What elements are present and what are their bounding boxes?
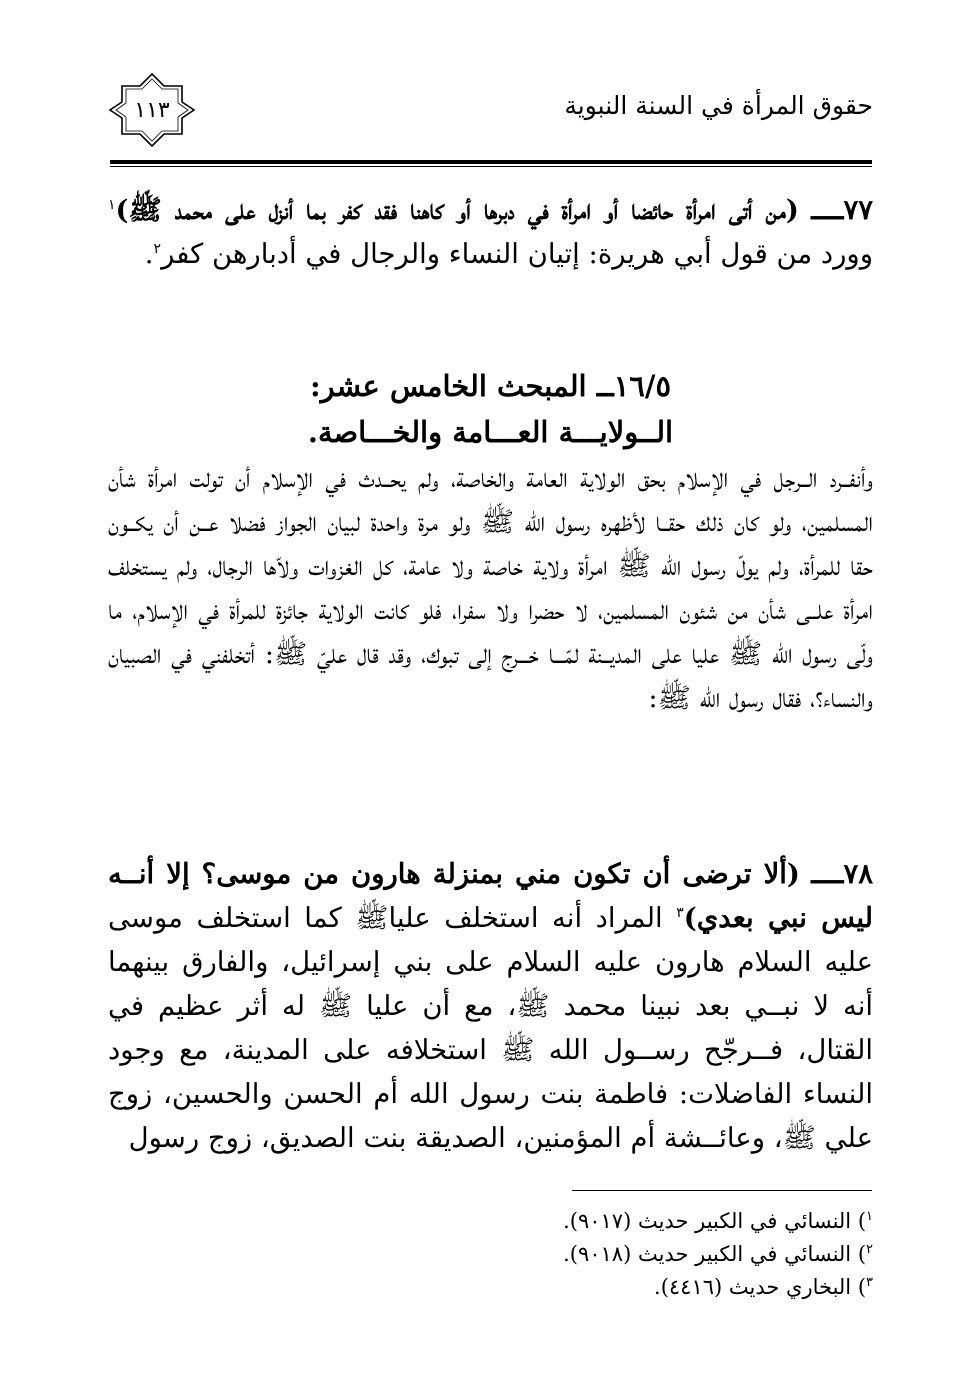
footnotes-list [108, 1205, 873, 1304]
running-title: حقوق المرأة في السنة النبوية [564, 91, 873, 120]
footnote-item [108, 1205, 873, 1238]
hadith-77-end: . [144, 238, 154, 270]
page-number-badge [108, 72, 196, 148]
hadith-78-quote: (ألا ترضى أن تكون مني بمنزلة هارون من موسى؟ إلا أنــه ليس نبي بعدي) [108, 858, 873, 934]
footnote-divider [572, 1190, 872, 1191]
header-divider [110, 160, 872, 167]
footnote-text: ) النسائي في الكبير حديث (٩٠١٨). [563, 1242, 867, 1266]
hadith-78-text: المراد أنه استخلف علياﷺ كما استخلف موسى عليه السلام هارون عليه السلام على بني إسرائيل، والفارق بينهما أنه لا نبــي بعد نبينا محمد ﷺ، مع أن عليا ﷺ له أثر عظيم في القتال، فــرجّح رســول الله ﷺ استخلافه على المدينة، مع وجود النساء الفاضلات: فاطمة بنت رسول الله أم الحسن والحسين، زوج علي ﷺ، وعائــشة أم المؤمنين، الصديقة بنت الصديق، زوج رسول [108, 902, 873, 1154]
footnote-item [108, 1271, 873, 1304]
section-heading-title: الــولايـــة العـــامة والخـــاصة. [307, 415, 674, 449]
hadith-77-paragraph [108, 188, 873, 276]
section-heading-number: ١٦/٥ــ المبحث الخامس عشر: [309, 369, 672, 403]
footnote-ref-3[interactable]: ٣ [676, 904, 684, 921]
footnote-mark: ٣ [866, 1275, 873, 1290]
hadith-77-number: ٧٧ــــ [811, 194, 873, 226]
main-paragraph: وأنفــرد الــرجل في الإسلام بحق الولاية العامة والخاصة، ولم يحــدث في الإسلام أن تولت امرأة شأن المسلمين، ولو كان ذلك حقــا لأظهره رسول الله ﷺ ولو مرة واحدة لبيان الجواز فضلا عــن أن يكــون حقا للمرأة، ولم يولّ رسول الله ﷺ امرأة ولاية خاصة ولا عامة، كل الغزوات ولاّها الرجال، ولم يستخلف امرأة علــى شأن من شئون المسلمين، لا حضرا ولا سفرا، فلو كانت الولاية جائزة للمرأة في الإسلام، ما ولّى رسول الله ﷺ عليا على المديــنة لمّـــا خـــرج إلى تبوك، وقد قال عليّ ﷺ: أتخلفني في الصبيان والنساء؟، فقال رسول الله ﷺ: [108, 462, 873, 714]
footnote-ref-2[interactable]: ٢ [153, 240, 162, 257]
footnote-text: ) النسائي في الكبير حديث (٩٠١٧). [563, 1209, 867, 1233]
hadith-77-quote: (من أتى امرأة حائضا أو امرأة في دبرها أو كاهنا فقد كفر بما أنزل على محمد ﷺ) [115, 194, 799, 226]
footnote-item [108, 1238, 873, 1271]
footnote-ref-1[interactable]: ١ [108, 196, 116, 213]
hadith-78-number: ٧٨ــــ [811, 858, 873, 890]
hadith-77-text: وورد من قول أبي هريرة: إتيان النساء والرجال في أدبارهن كفر [161, 238, 873, 270]
footnote-mark: ١ [866, 1209, 873, 1224]
hadith-78-paragraph [108, 852, 873, 1160]
footnote-text: ) البخاري حديث (٤٤١٦). [654, 1275, 867, 1299]
footnote-mark: ٢ [866, 1242, 873, 1257]
page-number: ١١٣ [134, 97, 170, 123]
